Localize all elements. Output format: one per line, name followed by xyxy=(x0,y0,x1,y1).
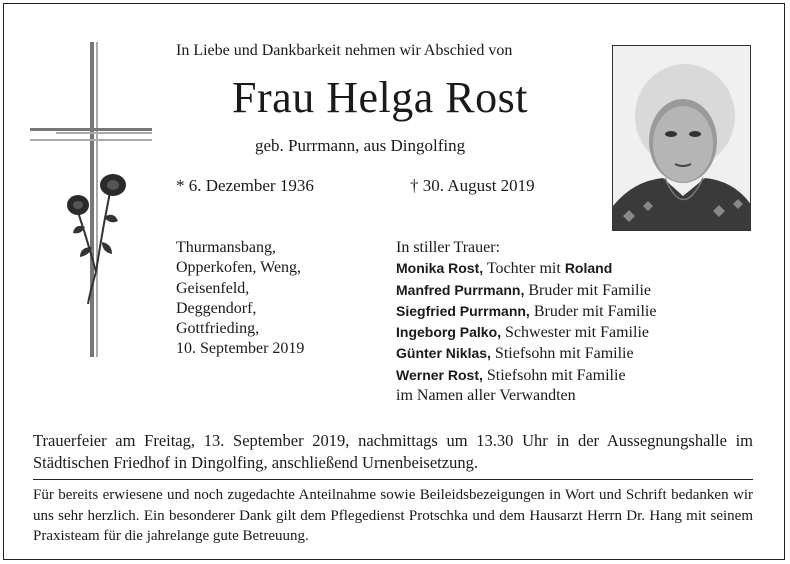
place-line: Gottfrieding, xyxy=(176,320,260,338)
mourner-row xyxy=(396,301,726,322)
mourner-name: Günter Niklas, xyxy=(396,345,491,362)
places-list xyxy=(176,238,376,360)
mourner-extra: Roland xyxy=(564,260,613,277)
mourner-name: Siegfried Purrmann, xyxy=(396,302,530,319)
mourner-row xyxy=(396,280,726,301)
place-date: 10. September 2019 xyxy=(176,340,305,358)
mourner-relation: Bruder mit Familie xyxy=(524,281,652,299)
mourner-name: Monika Rost, xyxy=(396,260,484,277)
mourner-relation: Schwester mit Familie xyxy=(501,324,649,342)
portrait-image xyxy=(613,46,751,231)
mourner-name: Manfred Purrmann, xyxy=(396,281,525,298)
birth-date: * 6. Dezember 1936 xyxy=(176,176,314,195)
death-date: † 30. August 2019 xyxy=(410,176,535,195)
mourner-name: Werner Rost, xyxy=(396,366,483,383)
mourner-relation: Stiefsohn mit Familie xyxy=(490,345,634,363)
divider xyxy=(33,479,753,480)
mourner-relation: Stiefsohn mit Familie xyxy=(482,366,626,384)
mourning-header: In stiller Trauer: xyxy=(396,239,500,256)
mourner-relation: Bruder mit Familie xyxy=(529,302,657,320)
mourner-relation: Tochter mit xyxy=(483,260,565,278)
mourners-list xyxy=(396,238,726,406)
place-line: Deggendorf, xyxy=(176,299,257,317)
mourner-row xyxy=(396,322,726,343)
mourner-name: Ingeborg Palko, xyxy=(396,324,502,341)
mourner-row xyxy=(396,343,726,364)
mourner-row xyxy=(396,365,726,386)
relatives-line: im Namen aller Verwandten xyxy=(396,387,576,405)
maiden-name: geb. Purrmann, aus Dingolfing xyxy=(255,136,466,155)
place-line: Thurmansbang, xyxy=(176,239,276,256)
funeral-details: Trauerfeier am Freitag, 13. September 2019, nachmittags um 13.30 Uhr in der Aussegnungshalle im Städtischen Friedhof in Dingolfing, anschließend Urnenbeisetzung. xyxy=(33,431,753,472)
intro-text: In Liebe und Dankbarkeit nehmen wir Abschied von xyxy=(176,42,513,59)
place-line: Geisenfeld, xyxy=(176,279,250,297)
portrait-photo xyxy=(612,45,751,231)
mourner-row xyxy=(396,258,726,279)
deceased-name: Frau Helga Rost xyxy=(232,73,528,122)
place-line: Opperkofen, Weng, xyxy=(176,259,302,277)
thanks-text: Für bereits erwiesene und noch zugedachte Anteilnahme sowie Beileidsbezeigungen in Wort und Schrift bedanken wir uns sehr herzlich. Ein besonderer Dank gilt dem Pflegedienst Protschka und dem Hausarzt Herrn Dr. Hang mit seinem Praxisteam für die jahrelange gute Betreuung. xyxy=(33,487,753,544)
